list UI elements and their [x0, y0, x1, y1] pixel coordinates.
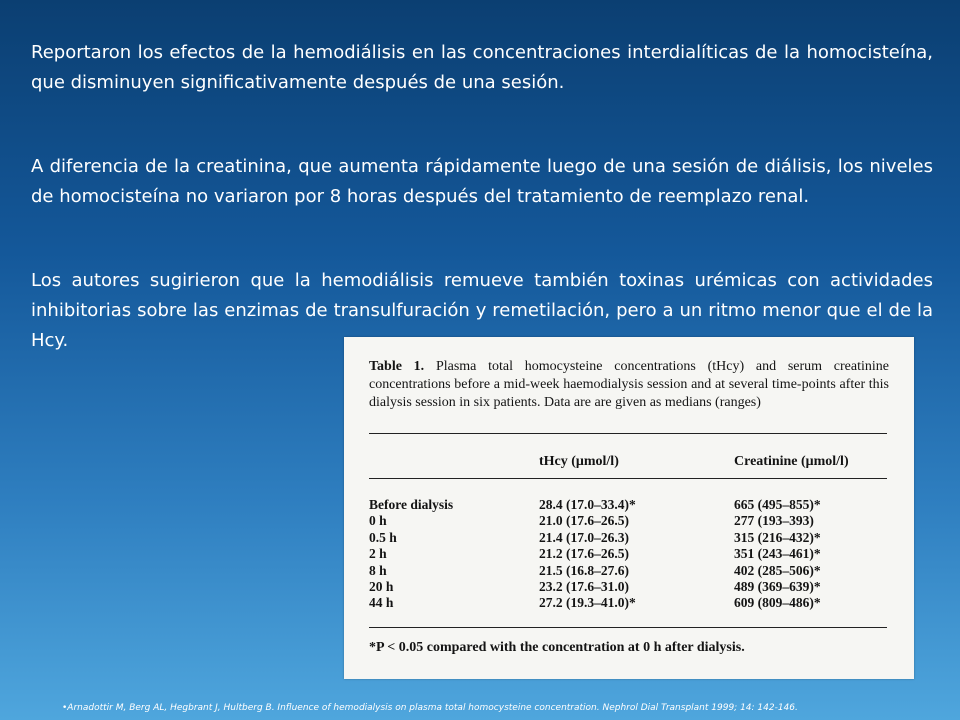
- row-thcy: 21.2 (17.6–26.5): [539, 546, 629, 562]
- row-thcy: 21.5 (16.8–27.6): [539, 562, 629, 578]
- table-row: [369, 563, 889, 579]
- reference-citation: •Arnadottir M, Berg AL, Hegbrant J, Hultberg B. Influence of hemodialysis on plasma total homocysteine concentration. Nephrol Dial Transplant 1999; 14: 142-146.: [62, 703, 798, 713]
- paragraph-creatinine-comparison: A diferencia de la creatinina, que aumenta rápidamente luego de una sesión de diálisis, los niveles de homocisteína no variaron por 8 horas después del tratamiento de reemplazo renal.: [31, 156, 933, 207]
- table-rule-header: [369, 478, 887, 479]
- table-caption-label: Table 1.: [369, 359, 425, 374]
- row-creatinine: 489 (369–639)*: [734, 578, 821, 594]
- table-body: [369, 497, 889, 612]
- table-row: [369, 530, 889, 546]
- table-header-thcy: tHcy (μmol/l): [539, 454, 619, 469]
- paragraph-hemodialysis-effects: Reportaron los efectos de la hemodiálisis en las concentraciones interdialíticas de la homocisteína, que disminuyen significativamente después de una sesión.: [31, 42, 933, 93]
- table-row: [369, 497, 889, 513]
- row-label: 20 h: [369, 578, 394, 594]
- table-image: [344, 337, 914, 679]
- row-label: 2 h: [369, 546, 387, 562]
- row-thcy: 27.2 (19.3–41.0)*: [539, 595, 636, 611]
- table-row: [369, 579, 889, 595]
- table-row: [369, 546, 889, 562]
- table-footnote: *P < 0.05 compared with the concentration at 0 h after dialysis.: [369, 640, 745, 655]
- row-thcy: 21.0 (17.6–26.5): [539, 513, 629, 529]
- table-caption-text: Plasma total homocysteine concentrations (tHcy) and serum creatinine concentrations before a mid-week haemodialysis session and at several time-points after this dialysis session in six patients. Data are are given as medians (ranges): [369, 359, 889, 410]
- row-thcy: 23.2 (17.6–31.0): [539, 578, 629, 594]
- table-rule-bottom: [369, 627, 887, 628]
- table-caption: [369, 358, 889, 412]
- row-label: 44 h: [369, 595, 394, 611]
- paragraph-authors-suggestion: Los autores sugirieron que la hemodiálisis remueve también toxinas urémicas con actividades inhibitorias sobre las enzimas de transulfuración y remetilación, pero a un ritmo menor que el de la Hcy.: [31, 270, 933, 351]
- row-creatinine: 315 (216–432)*: [734, 529, 821, 545]
- table-header-creatinine: Creatinine (μmol/l): [734, 454, 849, 469]
- row-thcy: 21.4 (17.0–26.3): [539, 529, 629, 545]
- row-thcy: 28.4 (17.0–33.4)*: [539, 497, 636, 512]
- table-row: [369, 513, 889, 529]
- table-row: [369, 595, 889, 611]
- row-label: Before dialysis: [369, 497, 454, 512]
- table-rule-top: [369, 433, 887, 434]
- row-creatinine: 609 (809–486)*: [734, 595, 821, 611]
- row-creatinine: 402 (285–506)*: [734, 562, 821, 578]
- row-creatinine: 665 (495–855)*: [734, 497, 821, 512]
- row-label: 0.5 h: [369, 529, 397, 545]
- row-creatinine: 351 (243–461)*: [734, 546, 821, 562]
- row-creatinine: 277 (193–393): [734, 513, 814, 529]
- row-label: 0 h: [369, 513, 387, 529]
- row-label: 8 h: [369, 562, 387, 578]
